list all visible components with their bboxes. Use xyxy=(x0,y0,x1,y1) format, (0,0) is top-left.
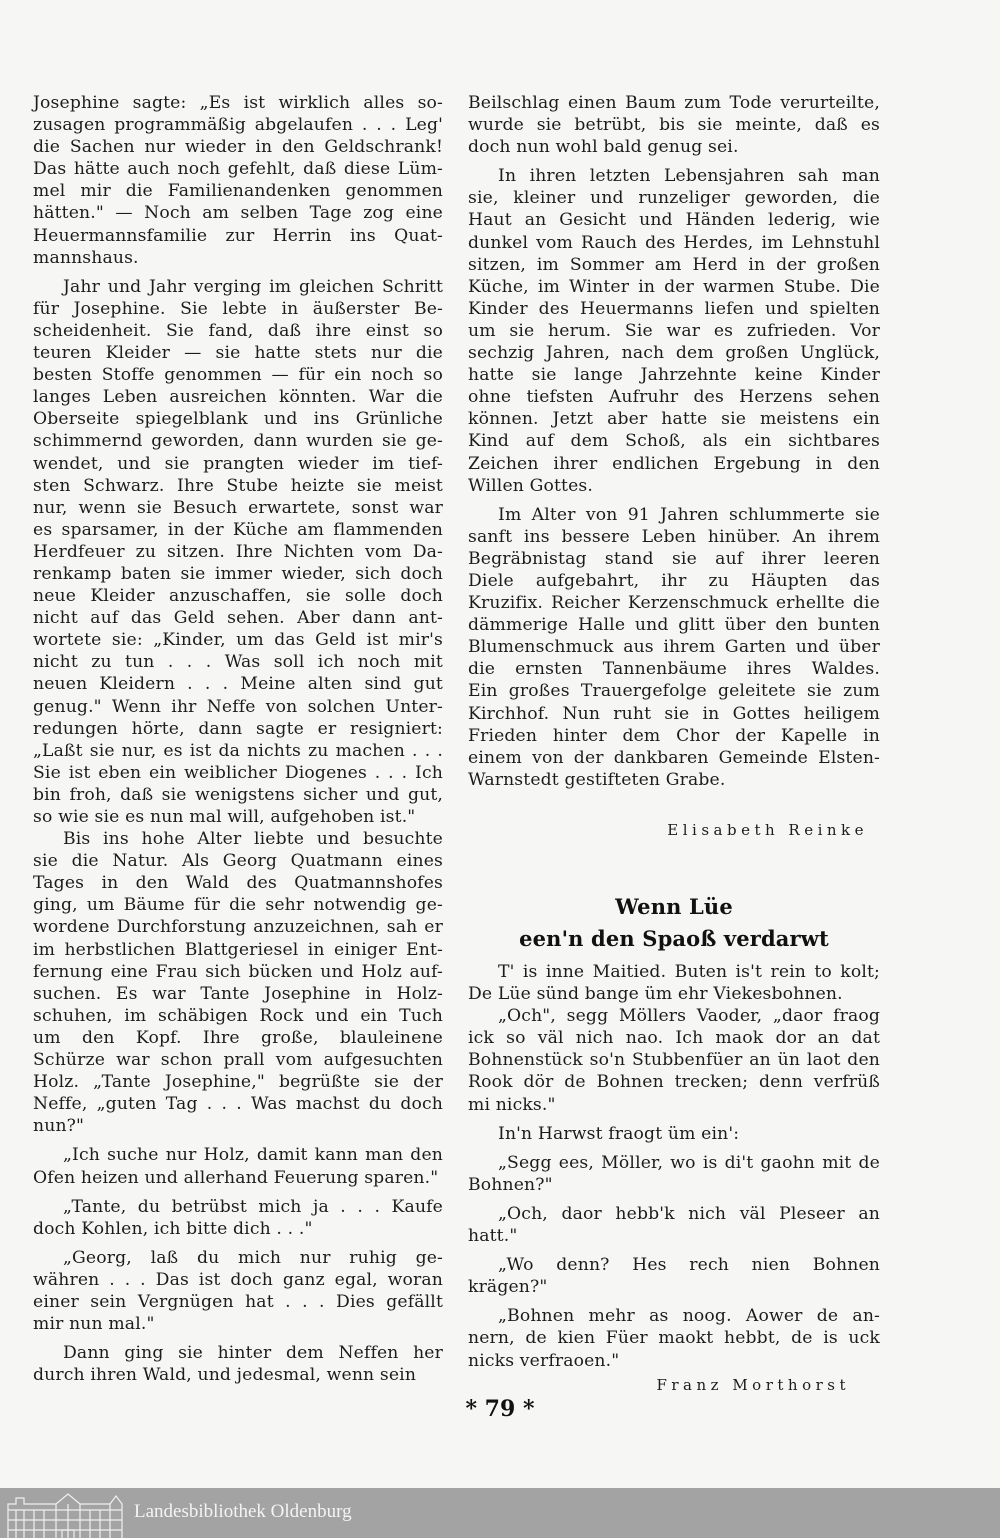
text-line: sanft ins bessere Leben hinüber. An ihrem xyxy=(468,526,880,547)
text-line: Bohnen?" xyxy=(468,1174,553,1195)
text-line: hatt." xyxy=(468,1226,518,1247)
paragraph xyxy=(33,1196,443,1240)
text-line: Diele aufgebahrt, ihr zu Häupten das xyxy=(468,570,880,591)
text-line: „Tante, du betrübst mich ja . . . Kaufe xyxy=(63,1196,443,1217)
text-line: doch nun wohl bald genug sei. xyxy=(468,137,739,158)
text-line: mel mir die Familienandenken genommen xyxy=(33,181,443,202)
paragraph xyxy=(33,276,443,828)
text-line: T' is inne Maitied. Buten is't rein to kolt; xyxy=(498,962,880,982)
text-line: redungen hörte, dann sagte er resigniert: xyxy=(33,718,443,739)
text-line: Bis ins hohe Alter liebte und besuchte xyxy=(63,829,443,850)
poem-title-line1: Wenn Lüe xyxy=(615,894,733,919)
right-column xyxy=(468,92,880,1396)
text-line: hatte sie lange Jahrzehnte keine Kinder xyxy=(468,365,880,386)
text-line: Kinder des Heuermanns liefen und spielten xyxy=(468,298,880,319)
text-line: um sie herum. Sie war es zufrieden. Vor xyxy=(468,320,880,341)
text-line: nun?" xyxy=(33,1116,85,1137)
text-line: die ernsten Tannenbäume ihres Waldes. xyxy=(468,659,880,680)
text-line: wortete sie: „Kinder, um das Geld ist mir's xyxy=(33,630,443,651)
text-line: Sie ist eben ein weiblicher Diogenes . . . Ich xyxy=(33,762,443,783)
text-line: doch Kohlen, ich bitte dich . . ." xyxy=(33,1218,313,1239)
text-line: Willen Gottes. xyxy=(468,475,594,496)
text-line: Holz. „Tante Josephine," begrüßte sie der xyxy=(33,1072,443,1093)
text-line: Herdfeuer zu sitzen. Ihre Nichten vom Da- xyxy=(33,541,443,562)
text-line: Dann ging sie hinter dem Neffen her xyxy=(63,1343,443,1364)
paragraph xyxy=(468,1305,880,1371)
text-line: renkamp baten sie immer wieder, sich doch xyxy=(33,563,443,584)
text-line: sie die Natur. Als Georg Quatmann eines xyxy=(33,851,443,872)
paragraph xyxy=(468,504,880,791)
text-line: Kind auf dem Schoß, als ein sichtbares xyxy=(468,431,880,452)
text-line: Das hätte auch noch gefehlt, daß diese Lüm- xyxy=(33,159,443,180)
text-line: Ofen heizen und allerhand Feuerung sparen." xyxy=(33,1167,439,1188)
text-line: nicht zu tun . . . Was soll ich noch mit xyxy=(33,652,443,673)
text-line: Zeichen ihrer endlichen Ergebung in den xyxy=(468,453,880,474)
left-column xyxy=(33,92,443,1386)
text-line: fernung eine Frau sich bücken und Holz auf- xyxy=(33,961,443,982)
paragraph xyxy=(468,165,880,496)
page-number: * 79 * xyxy=(465,1396,535,1422)
paragraph xyxy=(468,1203,880,1247)
text-line: teuren Kleider — sie hatte stets nur die xyxy=(33,343,443,364)
text-line: sitzen, im Sommer am Herd in der großen xyxy=(468,254,880,275)
text-line: bin froh, daß sie wenigstens sicher und gut, xyxy=(33,784,443,805)
text-line: neuen Kleidern . . . Meine alten sind gut xyxy=(33,674,443,695)
text-line: Begräbnistag stand sie auf ihrer leeren xyxy=(468,548,880,569)
text-line: währen . . . Das ist doch ganz egal, woran xyxy=(33,1269,443,1290)
text-line: wendet, und sie prangten wieder im tief- xyxy=(33,453,443,474)
text-line: ick so väl nich nao. Ich maok dor an dat xyxy=(468,1028,880,1049)
text-line: „Och", segg Möllers Vaoder, „daor fraog xyxy=(498,1006,880,1027)
paragraph xyxy=(468,1005,880,1115)
text-line: mir nun mal." xyxy=(33,1314,155,1335)
text-line: nicht auf das Geld sehen. Aber dann ant- xyxy=(33,608,443,629)
paragraph xyxy=(33,1342,443,1386)
text-line: dämmerige Halle und glitt über den bunten xyxy=(468,615,880,636)
poem-title-line2: een'n den Spaoß verdarwt xyxy=(519,926,829,951)
text-line: „Georg, laß du mich nur ruhig ge- xyxy=(63,1247,443,1268)
text-line: neue Kleider anzuschaffen, sie solle doch xyxy=(33,586,443,607)
text-line: können. Jetzt aber hatte sie meistens ein xyxy=(468,409,880,430)
author-signature-morthorst: Franz Morthorst xyxy=(656,1375,850,1394)
text-line: suchen. Es war Tante Josephine in Holz- xyxy=(33,983,443,1004)
text-line: einer sein Vergnügen hat . . . Dies gefällt xyxy=(33,1291,443,1312)
text-line: nicks verfraoen." xyxy=(468,1350,620,1371)
text-line: Blumenschmuck aus ihrem Garten und über xyxy=(468,637,880,658)
text-line: ohne tiefsten Aufruhr des Herzens sehen xyxy=(468,387,880,408)
paragraph xyxy=(33,1144,443,1188)
essay-continuation xyxy=(468,92,880,791)
text-line: In'n Harwst fraogt üm ein': xyxy=(498,1123,740,1144)
text-line: Oberseite spiegelblank und ins Grünliche xyxy=(33,409,443,430)
text-line: Frieden hinter dem Chor der Kapelle in xyxy=(468,725,880,746)
text-line: für Josephine. Sie lebte in äußerster Be- xyxy=(33,298,443,319)
text-line: schimmernd geworden, dann wurden sie ge- xyxy=(33,431,443,452)
text-line: Tages in den Wald des Quatmannshofes xyxy=(33,873,443,894)
text-line: „Och, daor hebb'k nich väl Pleseer an xyxy=(498,1203,880,1224)
text-line: die Sachen nur wieder in den Geldschrank! xyxy=(33,137,443,158)
text-line: Bohnenstück so'n Stubbenfüer an ün laot den xyxy=(468,1050,880,1071)
text-line: „Ich suche nur Holz, damit kann man den xyxy=(63,1145,443,1166)
text-line: sechzig Jahren, nach dem großen Unglück, xyxy=(468,343,880,364)
footer-bar xyxy=(0,1488,1000,1538)
text-line: Kruzifix. Reicher Kerzenschmuck erhellte die xyxy=(468,593,880,614)
text-line: Kirchhof. Nun ruht sie in Gottes heiligem xyxy=(468,703,880,724)
text-line: um den Kopf. Ihre große, blauleinene xyxy=(33,1027,443,1048)
text-line: „Segg ees, Möller, wo is di't gaohn mit de xyxy=(498,1152,880,1173)
text-line: langes Leben ausreichen könnten. War die xyxy=(33,387,443,408)
text-line: nur, wenn sie Besuch erwartete, sonst war xyxy=(33,497,443,518)
text-line: es sparsamer, in der Küche am flammenden xyxy=(33,519,443,540)
author-signature-reinke: Elisabeth Reinke xyxy=(667,820,868,839)
text-line: Haut an Gesicht und Händen lederig, wie xyxy=(468,210,880,231)
text-line: scheidenheit. Sie fand, daß ihre einst so xyxy=(33,320,443,341)
library-building-icon xyxy=(6,1490,124,1538)
paragraph xyxy=(33,828,443,1137)
text-line: schuhen, im schäbigen Rock und ein Tuch xyxy=(33,1005,443,1026)
text-line: durch ihren Wald, und jedesmal, wenn sein xyxy=(33,1365,417,1386)
text-line: wordene Durchforstung anzuzeichnen, sah er xyxy=(33,917,443,938)
text-line: sie, kleiner und runzeliger geworden, die xyxy=(468,188,880,209)
text-line: Beilschlag einen Baum zum Tode verurteilte, xyxy=(468,93,880,113)
text-line: wurde sie betrübt, bis sie meinte, daß es xyxy=(468,115,880,136)
institution-name: Landesbibliothek Oldenburg xyxy=(134,1501,352,1522)
text-line: Schürze war schon prall vom aufgesuchten xyxy=(33,1050,443,1071)
text-line: so wie sie es nun mal will, aufgehoben ist." xyxy=(33,807,416,827)
text-line: besten Stoffe genommen — für ein noch so xyxy=(33,365,443,386)
text-line: „Wo denn? Hes rech nien Bohnen xyxy=(498,1255,880,1276)
text-line: Küche, im Winter in der warmen Stube. Die xyxy=(468,276,880,297)
text-line: Jahr und Jahr verging im gleichen Schritt xyxy=(63,276,443,297)
text-line: Im Alter von 91 Jahren schlummerte sie xyxy=(498,504,880,525)
paragraph xyxy=(468,1254,880,1298)
paragraph xyxy=(468,92,880,158)
text-line: mannshaus. xyxy=(33,247,139,268)
paragraph xyxy=(33,92,443,269)
text-line: sten Schwarz. Ihre Stube heizte sie meist xyxy=(33,475,443,496)
text-line: In ihren letzten Lebensjahren sah man xyxy=(498,166,880,187)
text-line: ging, um Bäume für die sehr notwendig ge- xyxy=(33,895,443,916)
text-line: zusagen programmäßig abgelaufen . . . Leg' xyxy=(33,115,443,136)
text-line: Neffe, „guten Tag . . . Was machst du doch xyxy=(33,1094,443,1115)
text-line: „Laßt sie nur, es ist da nichts zu machen . . . xyxy=(33,740,443,761)
text-line: Warnstedt gestifteten Grabe. xyxy=(468,769,726,790)
poem-body xyxy=(468,961,880,1372)
text-line: hätten." — Noch am selben Tage zog eine xyxy=(33,203,443,224)
text-line: krägen?" xyxy=(468,1277,548,1298)
text-line: dunkel vom Rauch des Herdes, im Lehnstuhl xyxy=(468,232,880,253)
paragraph xyxy=(468,961,880,1005)
text-line: im herbstlichen Blattgeriesel in einiger Ent- xyxy=(33,939,443,960)
text-line: Josephine sagte: „Es ist wirklich alles so- xyxy=(33,93,443,113)
text-line: Heuermannsfamilie zur Herrin ins Quat- xyxy=(33,225,443,246)
text-line: De Lüe sünd bange üm ehr Viekesbohnen. xyxy=(468,984,843,1005)
paragraph xyxy=(468,1123,880,1145)
text-line: mi nicks." xyxy=(468,1094,556,1115)
text-line: „Bohnen mehr as noog. Aower de an- xyxy=(498,1306,880,1327)
text-line: genug." Wenn ihr Neffe von solchen Unter- xyxy=(33,696,443,717)
text-line: einem von der dankbaren Gemeinde Elsten- xyxy=(468,747,880,768)
paragraph xyxy=(33,1247,443,1335)
text-line: Rook dör de Bohnen trecken; denn verfrüß xyxy=(468,1072,880,1093)
paragraph xyxy=(468,1152,880,1196)
text-line: Ein großes Trauergefolge geleitete sie zum xyxy=(468,681,880,702)
text-line: nern, de kien Füer maokt hebbt, de is uck xyxy=(468,1328,880,1349)
